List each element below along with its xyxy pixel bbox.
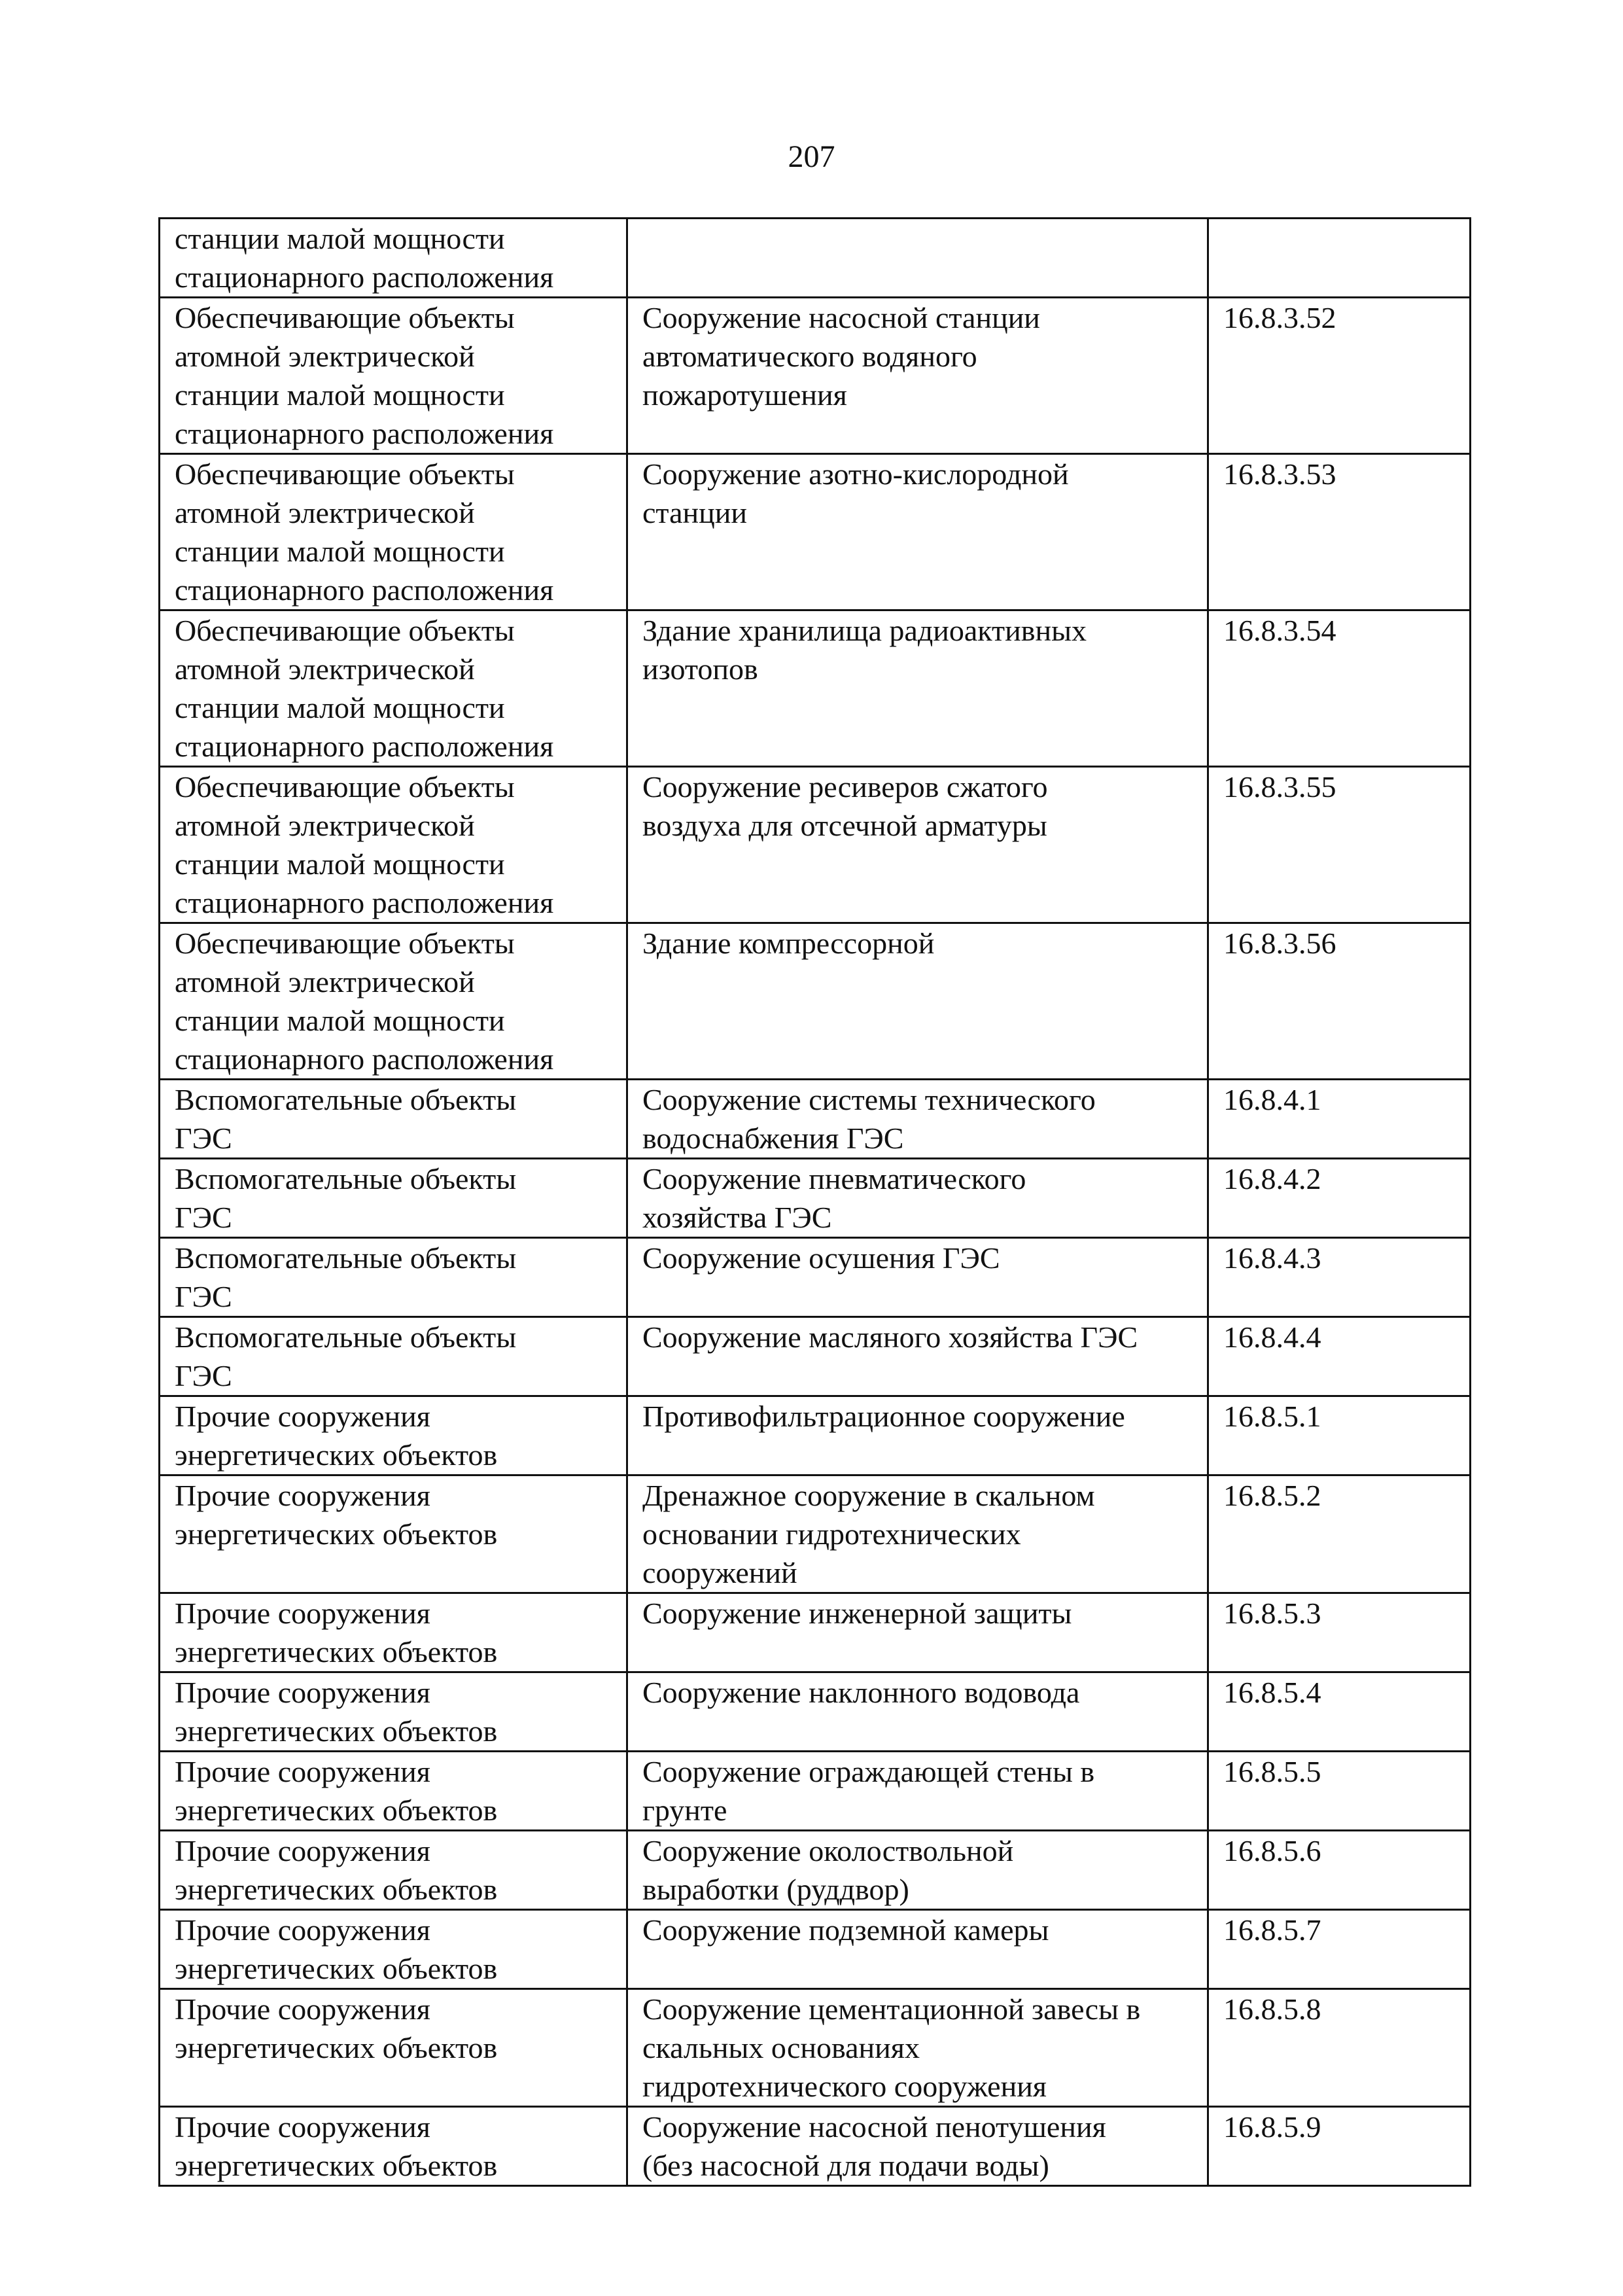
table-row [160,2107,1471,2186]
cell-code: 16.8.3.53 [1208,454,1471,610]
cell-code: 16.8.3.55 [1208,767,1471,923]
table-row [160,610,1471,767]
table-row [160,1752,1471,1831]
table-row [160,1831,1471,1910]
cell-name: Сооружение цементационной завесы в скальных основаниях гидротехнического сооружения [627,1989,1208,2107]
cell-code: 16.8.4.4 [1208,1317,1471,1396]
cell-code: 16.8.5.5 [1208,1752,1471,1831]
cell-category: Прочие сооружения энергетических объектов [160,1672,627,1752]
table-row [160,219,1471,298]
cell-name: Сооружение системы технического водоснабжения ГЭС [627,1080,1208,1159]
cell-name: Сооружение осушения ГЭС [627,1238,1208,1317]
cell-name [627,219,1208,298]
cell-category: Прочие сооружения энергетических объектов [160,1752,627,1831]
table-row [160,454,1471,610]
cell-code: 16.8.5.4 [1208,1672,1471,1752]
cell-name: Сооружение наклонного водовода [627,1672,1208,1752]
cell-code: 16.8.3.52 [1208,298,1471,454]
page-number: 207 [788,139,835,174]
table-row [160,1080,1471,1159]
cell-name: Противофильтрационное сооружение [627,1396,1208,1475]
cell-name: Сооружение пневматического хозяйства ГЭС [627,1159,1208,1238]
cell-code: 16.8.5.1 [1208,1396,1471,1475]
cell-code: 16.8.4.1 [1208,1080,1471,1159]
cell-name: Дренажное сооружение в скальном основании гидротехнических сооружений [627,1475,1208,1593]
cell-code: 16.8.4.3 [1208,1238,1471,1317]
cell-code: 16.8.4.2 [1208,1159,1471,1238]
cell-name: Здание компрессорной [627,923,1208,1080]
cell-code: 16.8.5.6 [1208,1831,1471,1910]
cell-category: Обеспечивающие объекты атомной электрической станции малой мощности стационарного расположения [160,454,627,610]
cell-code: 16.8.5.2 [1208,1475,1471,1593]
cell-name: Сооружение масляного хозяйства ГЭС [627,1317,1208,1396]
cell-category: Прочие сооружения энергетических объектов [160,1910,627,1989]
cell-name: Сооружение инженерной защиты [627,1593,1208,1672]
cell-category: Вспомогательные объекты ГЭС [160,1159,627,1238]
table-row [160,1317,1471,1396]
classification-table [158,217,1471,2187]
cell-name: Сооружение ограждающей стены в грунте [627,1752,1208,1831]
table-row [160,1672,1471,1752]
cell-name: Сооружение азотно-кислородной станции [627,454,1208,610]
cell-code: 16.8.5.8 [1208,1989,1471,2107]
cell-category: Прочие сооружения энергетических объектов [160,1396,627,1475]
table-row [160,767,1471,923]
table-row [160,1238,1471,1317]
cell-category: Обеспечивающие объекты атомной электрической станции малой мощности стационарного расположения [160,767,627,923]
cell-code: 16.8.3.54 [1208,610,1471,767]
cell-code: 16.8.5.9 [1208,2107,1471,2186]
cell-name: Сооружение подземной камеры [627,1910,1208,1989]
table-row [160,1593,1471,1672]
table-row [160,1396,1471,1475]
cell-name: Сооружение насосной пенотушения (без насосной для подачи воды) [627,2107,1208,2186]
cell-category: Прочие сооружения энергетических объектов [160,1475,627,1593]
cell-code: 16.8.5.3 [1208,1593,1471,1672]
cell-category: Вспомогательные объекты ГЭС [160,1238,627,1317]
table-row [160,923,1471,1080]
cell-name: Сооружение ресиверов сжатого воздуха для отсечной арматуры [627,767,1208,923]
cell-category: станции малой мощности стационарного расположения [160,219,627,298]
table-body [160,219,1471,2186]
cell-category: Обеспечивающие объекты атомной электрической станции малой мощности стационарного расположения [160,298,627,454]
cell-category: Прочие сооружения энергетических объектов [160,1989,627,2107]
cell-category: Вспомогательные объекты ГЭС [160,1317,627,1396]
cell-name: Сооружение околоствольной выработки (руддвор) [627,1831,1208,1910]
cell-category: Прочие сооружения энергетических объектов [160,1593,627,1672]
cell-code: 16.8.3.56 [1208,923,1471,1080]
cell-code [1208,219,1471,298]
cell-category: Обеспечивающие объекты атомной электрической станции малой мощности стационарного расположения [160,610,627,767]
table-row [160,1910,1471,1989]
cell-category: Вспомогательные объекты ГЭС [160,1080,627,1159]
cell-category: Прочие сооружения энергетических объектов [160,2107,627,2186]
cell-name: Здание хранилища радиоактивных изотопов [627,610,1208,767]
table-row [160,1475,1471,1593]
table-row [160,298,1471,454]
cell-code: 16.8.5.7 [1208,1910,1471,1989]
table-row [160,1159,1471,1238]
cell-category: Прочие сооружения энергетических объектов [160,1831,627,1910]
table-row [160,1989,1471,2107]
cell-category: Обеспечивающие объекты атомной электрической станции малой мощности стационарного расположения [160,923,627,1080]
cell-name: Сооружение насосной станции автоматического водяного пожаротушения [627,298,1208,454]
